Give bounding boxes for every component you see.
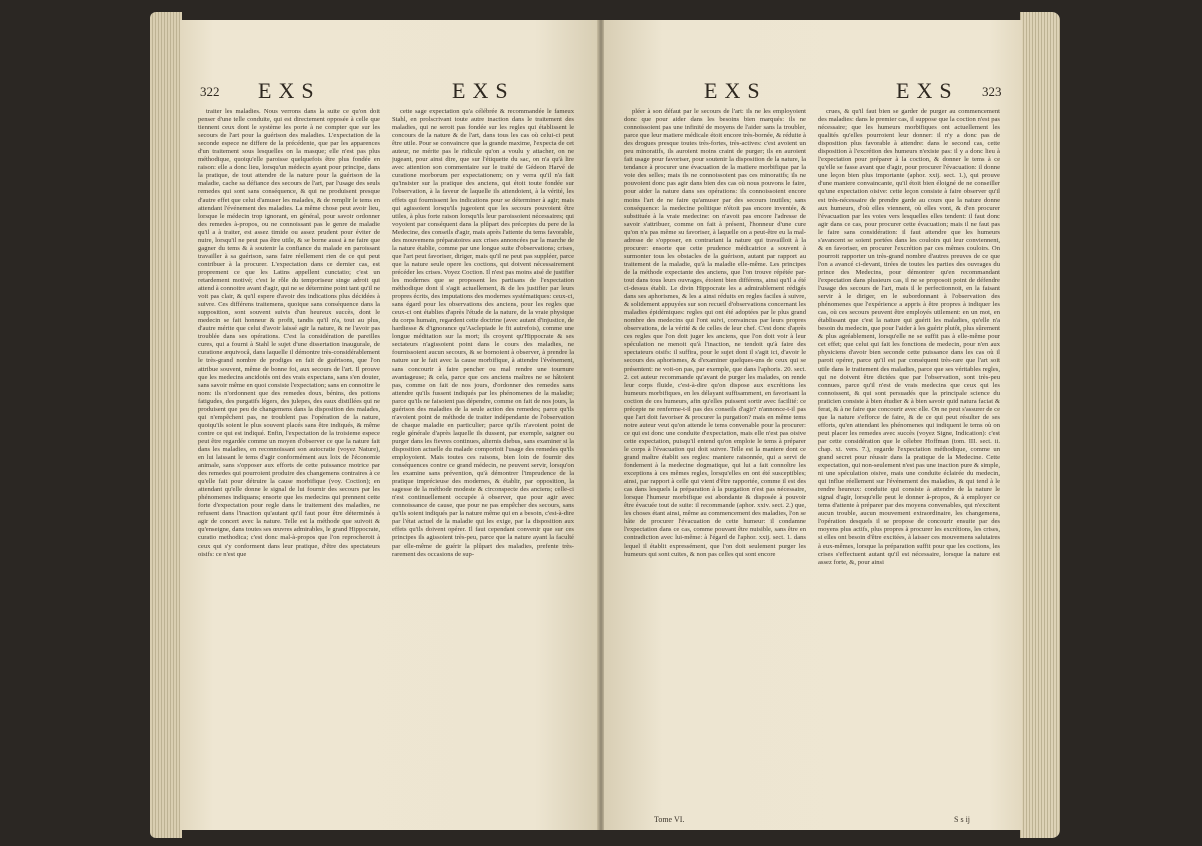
page-number: 323 [982,84,1002,99]
running-header-left: EXS [704,78,767,103]
volume-footer: Tome VI. [654,815,685,824]
text-column-1 [198,108,380,808]
running-header-right: EXS [452,78,515,103]
column-text: crues, & qu'il faut bien se garder de purger au commencement des maladies: dans le premier cas, il suppose que la coction n'est pas nécessaire; que les humeurs morbifiques ont actuellement les qualités qu'elles pourroient leur donner: il n'y a donc pas de disposition plus favorable à attendre: dans le second cas, cette disposition à l'excrétion des humeurs n'existe pas: il y a donc lieu à l'expectation pour préparer à la coction, & donner le tems à ce qu'elle se fasse avant que d'agir, pour procurer l'évacuation: il donne une leçon bien plus importante (aphor. xxij. sect. 1.), qui prouve d'une maniere convaincante, qu'il étoit bien éloigné de ne conseiller qu'une expectation oisive: cette leçon consiste à faire observer qu'il est très-nécessaire de prendre garde au cours que la nature donne aux humeurs, d'où elles viennent, où elles vont, & d'en procurer l'évacuation par les voies vers lesquelles elles tendent: il faut donc agir dans ce cas, pour procurer cette évacuation; mais il ne faut pas le faire sans considération: il faut attendre que les humeurs s'avancent se soient portées dans les couloirs qui leur conviennent, & en favoriser, en procurer l'excrétion par ces mêmes couloirs. On pourroit rapporter un très-grand nombre d'autres preuves de ce que l'on a avancé ci-devant, tirées de toutes les parties des ouvrages du prince des Medecins, pour démontrer qu'en recommandant l'expectation dans plusieurs cas, il ne se proposoit point de défendre l'usage des secours de l'art, mais il le perfectionnoit, en la faisant servir à le diriger, en le subordonnant à l'observation des phénomenes que l'expérience a appris à être propres à indiquer les cas, où ces secours peuvent être employés utilement: en un mot, en établissant que c'est la nature qui guérit les maladies, qu'elle n'a besoin du medecin, que pour l'aider à les guérir plutôt, plus sûrement & plus agréablement, lorsqu'elle ne se suffit pas à elle-même pour cet effet; que celui qui fait les fonctions de medecin, pour n'en aux physiciens d'avoir bien seconde cette puissance dans les cas où il paroit opérer, parce qu'il est par conséquent très-rare que l'art soit utile dans le traitement des maladies, parce que ses véritables regles, qui ne doivent être dictées que par l'observation, sont très-peu connues, parce qu'il n'est de vrais medecins que ceux qui les connoissent, & qui sont persuadés que la principale science du praticien consiste à bien étudier & à bien savoir quid natura faciat & ferat, & à ne faire que concourir avec elle. On ne peut s'assurer de ce que la nature s'efforce de faire, & de ce qui peut résulter de ses efforts, qu'en attendant les phénomenes qui indiquent le tems où on peut placer les remedes avec succès (voyez Signe, Indication): c'est par cette considération que le célebre Hoffman (tom. III. sect. ii. chap. xi. vers. 7.), regarde l'expectation méthodique, comme un grand secret pour réussir dans la pratique de la Medecine. Cette expectation, qui non-seulement n'est pas une inaction pure & simple, ni une spéculation oisive, mais une conduite éclairée du medecin, qui influe réellement sur l'événement des maladies, & qui tend à le rendre heureux: conduite qui consiste à attendre de la nature le signal d'agir, lorsqu'elle peut le donner à-propos, & à employer ce tems d'attente à préparer par des moyens convenables, qui n'excitent aucun trouble, aucun mouvement extraordinaire, les changemens, l'opération desquels il se propose de concourir ensuite par des moyens plus actifs, plus propres à procurer les excrétions, les crises, si elles ont besoin d'être excitées, à laisser ces mouvemens salutaires à eux-mêmes, lorsque la préparation suffit pour que les coctions, les crises s'effectuent autant qu'il est nécessaire, lorsque la nature est assez forte, &, pour ainsi [818,108,1000,566]
text-column-2 [818,108,1000,808]
text-column-1 [624,108,806,808]
page-number: 322 [200,84,220,99]
text-column-2 [392,108,574,808]
right-page [604,20,1022,830]
running-header-right: EXS [896,78,959,103]
page-edges-left [150,12,182,838]
signature-mark: S s ij [954,815,971,824]
left-page [180,20,598,830]
column-text: cette sage expectation qu'a célébrée & recommandée le fameux Stahl, en prolscrivant toute autre inaction dans le traitement des maladies, qui ne seroit pas fondée sur les regles qui établissent le concours de la nature & de l'art, dans tous les cas où celui-ci peut être utile. Pour se convaincre que la grande maxime, l'expecta de cet auteur, ne mérite pas le ridicule qu'on a voulu y attacher, on ne jugeant, pour ainsi dire, que sur l'étiquette du sac, on n'a qu'à lire avec attention son commentaire sur le traité de Gédeon Harvé de curatione morborum per expectationem; on y verra qu'il n'a fait qu'insister sur la pratique des anciens, qui étoit toute fondée sur l'observation, à la faveur de laquelle ils attendoient, à la vérité, les effets qui fournissent les indications pour se déterminer à agir; mais qui agissoient lorsqu'ils jugeoient que les secours pouvoient être utiles, à plus forte raison lorsqu'ils leur paroissoient nécessaires; qui voyoient par conséquent dans la plûpart des préceptes du pere de la Medecine, des conseils d'agir, mais après l'attente du tems favorable, des mouvemens préparatoires aux crises annoncées par la marche de la nature établie, comme par une longue suite d'observations; crises, que l'art peut favoriser, diriger, mais qu'il ne peut pas suppléer, parce que la nature seule opere les coctions, qui doivent nécessairement précéder les crises. Voyez Coction. Il n'est pas moins aisé de justifier les modernes que se proposent les partisans de l'expectation méthodique dont il s'agit actuellement, & de les justifier par leurs propres écrits, des imputations des modernes systématiques: ceux-ci, sans égard pour les observations des anciens, pour les regles que ceux-ci ont établies d'après l'étude de la nature, de la vraie physique du corps humain, regardent cette doctrine (avec autant d'injustice, de hardiesse & d'ignorance qu'Asclepiade le fit autrefois), comme une longue méditation sur la mort; ils croyent qu'Hippocrate & ses sectateurs n'agissoient point dans le cours des maladies, ne fournissoient aucun secours, & se bornoient à observer, à prendre la nature sur le fait avec la cause morbifique, à attendre l'événement, sans concourir à faire pencher ou mal rendre une tournure avantageuse; & cela, parce que ces anciens maîtres ne se hâtoient pas, comme on fait de nos jours, d'ordonner des remedes sans attendre qu'ils fussent indiqués par les phénomenes de la maladie; parce qu'ils ne faisoient pas dépendre, comme on fait de nos jours, la guérison des maladies de la seule action des remedes; parce qu'ils n'avoient point de méthode de traiter indépendante de l'observation de chaque maladie en particulier; parce qu'ils n'avoient point de regle générale d'après laquelle ils dussent, par exemple, saigner ou purger dans les fievres continues, alternis diebus, sans examiner si la disposition actuelle du malade comportoit l'usage des remedes qu'ils employoient. Mais toutes ces raisons, bien loin de fournir des conséquences contre ce grand médecin, ne peuvent servir, lorsqu'on les examine sans prévention, qu'à démontrer l'imprudence de la pratique imprécieuse des modernes, & établir, par opposition, la sagesse de la méthode modeste & circonspecte des anciens; celle-ci n'est continuellement occupée à observer, que pour agir avec connoissance de cause, que pour ne pas empêcher des secours, sans qu'ils soient indiqués par la nature même qui en a besoin, c'est-à-dire par l'état actuel de la maladie qui les exige, par la disposition aux effets qu'ils doivent opérer. Il faut cependant convenir que sur ces principes ils agissoient très-peu, parce que la nature ayant la faculté par elle-même de guérir la plûpart des maladies, prefente très-rarement des occasions de sup- [392,108,574,558]
running-header-left: EXS [258,78,321,103]
column-text: pléer à son défaut par le secours de l'art: ils ne les employoient donc que pour aider dans les besoins bien marqués: ils ne connoissoient pas une infinité de moyens de l'aider sans la troubler, parce que leur matiere médicale étoit encore très-bornée, & réduite à des drogues presque toutes très-fortes, très-actives: c'est avoient un peu minoratifs, ils auroient moins craint de purger; ils en auroient fait usage pour favoriser, pour soutenir la disposition de la nature, la tendance à procurer une évacuation de la matiere morbifique par la voie des selles; mais ils ne connoissoient pas ces minoratifs; ils ne pouvoient donc pas agir dans bien des cas où nous pouvons le faire, pour aider la nature dans ses opérations: ils connoissoient encore moins l'art de ne faire qu'amuser par des secours inutiles; sans conséquence: la medecine politique n'étoit pas encore inventée, & substituée à la vraie medecine: on n'avoit pas encore l'adresse de savoir s'attribuer, comme on fait à présent, l'honneur d'une cure qu'on n'a pas même su favoriser, à laquelle on a peut-être eu la mal-adresse de s'opposer, en contrariant la nature qui travailloit à la procurer: ensorte que cette prudence médicatrice a souvent à surmonter tous les obstacles de la guérison, autant par rapport au traitement de la maladie, qu'à la maladie elle-même. Les principes de la méthode expectante des anciens, que l'on trouve répétée par-tout dans tous leurs ouvrages, étoient bien différens, ainsi qu'il a été ci-dessus établi. Le divin Hippocrate les a admirablement rédigés dans ses aphorismes, & les a ainsi réduits en regles faciles à suivre, & solidement appuyées sur son recueil d'observations concernant les maladies épidémiques: regles qui ont été adoptées par le plus grand nombre des medecins qui l'ont suivi, convaincus par leurs propres observations, de la vérité & de celles de leur chef. C'est donc d'après ces regles que l'on doit juger les anciens, que l'on doit voir à leur spéculation ne menoit qu'à l'inaction, ne tendoit qu'à faire des spectateurs oisifs: il suffira, pour le sujet dont il s'agit ici, d'avoir le secours des aphorismes, & d'examiner quelques-uns de ceux qui se présentent: ne voit-on pas, par exemple, que dans l'aphoris. 20. sect. 2. cet auteur recommande qu'avant de purger les malades, on rende leur corps fluide, c'est-à-dire qu'on dispose aux excrétions les humeurs morbifiques, en les délayant suffisamment, en favorisant la coction de ces humeurs, afin qu'elles puissent sortir avec facilité: ce précepte ne renferme-t-il pas des conseils d'agir? n'annonce-t-il pas que l'art doit favoriser & procurer la purgation? mais en même tems notre auteur veut qu'on attende le tems convenable pour la procurer: ce qui est donc une conduite d'expectation, mais elle n'est pas oisive cette expectation, puisqu'il entend qu'on emploie le tems à préparer le corps à l'évacuation qui doit suivre. Telle est la maniere dont ce grand maître établit ses regles: maniere raisonnée, qui a servi de fondement à la medecine dogmatique, qui lui a fait connoître les exceptions à ces mêmes regles, lorsqu'elles en ont été susceptibles; ainsi, par rapport à celle qui vient d'être rapportée, comme il est des cas dans lesquels la préparation à la purgation n'est pas nécessaire, lorsque l'humeur morbifique est abondante & disposée à pouvoir être évacuée tout de suite: il recommande (aphor. xxiv. sect. 2.) que, les choses étant ainsi, même au commencement des maladies, l'on se hâte de procurer l'évacuation de cette humeur: il condamne l'expectation dans ce cas, comme pouvant être nuisible, sans être en contradiction avec lui-même: à l'égard de l'aphor. xxij. sect. 1. dans lequel il établit expressément, que l'on doit seulement purger les humeurs qui sont cuites, & non pas celles qui sont encore [624,108,806,558]
column-text: traiter les maladies. Nous verrons dans la suite ce qu'on doit penser d'une telle conduite, qui est directement opposée à celle que tiennent ceux dont le système les porte à ne compter que sur les secours de l'art pour la guérison des maladies. L'expectation de la seconde espece ne differe de la précédente, que par les apparences d'un traitement sous lesquelles on la masque; elle n'est pas plus méthodique, quoiqu'elle paroisse quelquefois être plus fondée en raison: elle a donc lieu, lorsqu'un médecin ayant pour principe, dans la pratique, de tout attendre de la nature pour la guérison de la maladie, cache sa défiance des secours de l'art, par l'usage des seuls remedes qui sont sans conséquence, & qui ne produisent presque d'autre effet que celui d'amuser les malades, & de remplir le tems en attendant l'événement des maladies. La même chose peut avoir lieu, lorsque le médecin trop ignorant, en général, pour savoir ordonner des remedes à-propos, ou ne connoissant pas le genre de maladie qu'il a à traiter, est assez timide ou assez prudent pour éviter de nuire, lorsqu'il ne peut pas être utile, & se borne aussi à ne faire que gagner du tems & à soutenir la confiance du malade en paroissant travailler à sa guérison, sans faire réellement rien de ce qui peut contribuer à la procurer. L'expectation dans ce dernier cas, est proprement ce que les Latins appellent cunctatio; c'est un retardement motivé; c'est le rôle du temporiseur singe adroit qui attend à connoitre avant d'agir, qui ne se détermine point tant qu'il ne voit pas clair, & qu'il espere d'avoir des indications plus décidées à suivre. Ces différens traitemens, quoique sans conséquence dans la supposition, sont souvent suivis d'un heureux succès, dont le medecin se fait honneur & profit, tandis qu'il n'a, tout au plus, d'autre mérite que celui d'avoir laissé agir la nature, & ne l'avoir pas troublée dans ses opérations. C'est la considération de pareilles cures, qui a fourni à Stahl le sujet d'une dissertation inaugurale, de curatione æquivocâ, dans laquelle il démontre très-considérablement le très-grand nombre de prodiges en fait de guérisons, que l'on attribue souvent, même de bonne foi, aux secours de l'art. Il prouve que les medecins ancidotés ont des vrais expectans, sans s'en douter, sans savoir même en quoi consiste l'expectation; sans en connoitre le nom: ils n'ordonnent que des remedes doux, bénins, des potions fatigudes, des purgatifs légers, des julepes, des eaux distillées qui ne produisent que peu de changemens dans la disposition des malades, qui n'empêchent pas, ne troublent pas l'opération de la nature, quoiqu'ils soient le plus souvent placés sans être indiqués, & même contre ce qui est indiqué. Enfin, l'expectation de la troisieme espece peut être regardée comme un moyen d'observer ce que la nature fait dans les maladies, en reconnoissant son autocratie (voyez Nature), en lui laissant le tems d'agir conformément aux loix de l'économie animale, sans s'opposer aux efforts de cette puissance motrice par des remedes qui pourroient produire des changemens contraires à ce qu'elle fait pour détruire la cause morbifique (voy. Coction); en attendant qu'elle donne le signal de lui fournir des secours par les phénomenes indiquans; ensorte que les medecins qui prennent cette forte d'expectation pour regle dans le traitement des maladies, ne refusent dans l'inaction qu'autant qu'il faut pour être déterminés à agir de concert avec la nature. Telle est la méthode que suivoit & qu'enseigne, dans toutes ses œuvres admirables, le grand Hippocrate, curatio methodica; c'est donc mal-à-propos que l'on reprocheroit à ceux qui s'y conforment dans leur pratique, d'être des spectateurs oisifs: ce n'est que [198,108,380,558]
page-edges-right [1020,12,1060,838]
